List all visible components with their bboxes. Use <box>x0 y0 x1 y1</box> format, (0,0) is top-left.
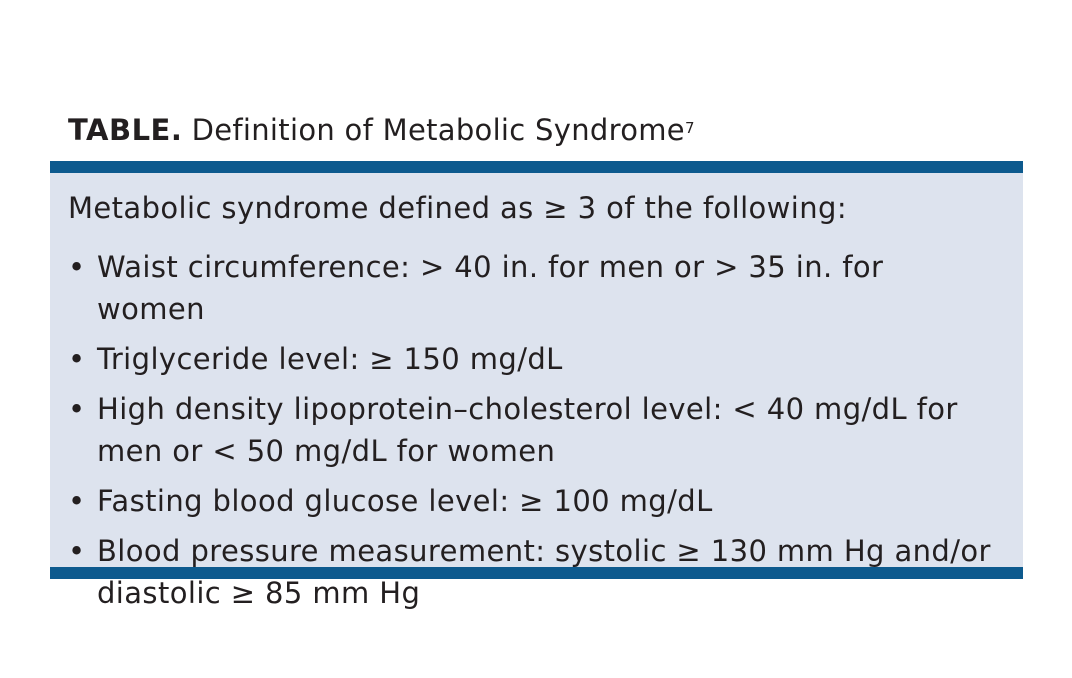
criterion-glucose <box>68 480 998 522</box>
table-title: Definition of Metabolic Syndrome <box>191 113 685 147</box>
criterion-hdl <box>68 388 998 472</box>
bullet-icon: • <box>68 534 86 568</box>
definition-table <box>50 161 1023 610</box>
criterion-waist <box>68 246 998 330</box>
table-intro: Metabolic syndrome defined as ≥ 3 of the following: <box>68 191 848 225</box>
bullet-icon: • <box>68 250 86 284</box>
criterion-blood-pressure <box>68 530 998 614</box>
reference-superscript: 7 <box>684 119 695 137</box>
criterion-text: High density lipoprotein–cholesterol level: < 40 mg/dL for men or < 50 mg/dL for women <box>97 392 958 468</box>
table-label: TABLE. <box>68 113 183 147</box>
criterion-text: Fasting blood glucose level: ≥ 100 mg/dL <box>97 484 713 518</box>
bullet-icon: • <box>68 392 86 426</box>
table-caption <box>68 110 694 150</box>
criterion-text: Waist circumference: > 40 in. for men or > 35 in. for women <box>97 250 884 326</box>
bullet-icon: • <box>68 342 86 376</box>
criterion-triglyceride <box>68 338 998 380</box>
criteria-list <box>68 246 998 622</box>
criterion-text: Blood pressure measurement: systolic ≥ 130 mm Hg and/or diastolic ≥ 85 mm Hg <box>97 534 991 610</box>
bullet-icon: • <box>68 484 86 518</box>
criterion-text: Triglyceride level: ≥ 150 mg/dL <box>97 342 563 376</box>
